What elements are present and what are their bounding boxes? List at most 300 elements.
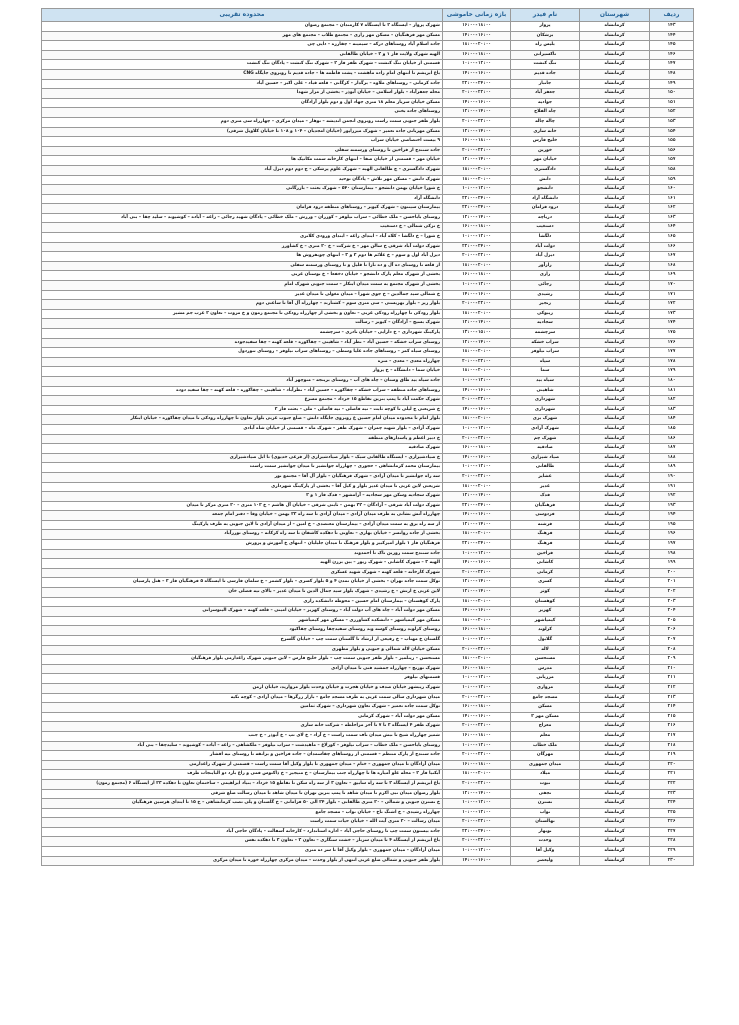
city-cell: کرمانشاه	[580, 357, 650, 367]
area-cell: جاده اسلام آباد روستاهای درکه – سیمینه – چقارزه – دایی چی	[42, 41, 443, 51]
city-cell: کرمانشاه	[580, 827, 650, 837]
row-number-cell: ۲۲۷	[650, 827, 694, 837]
city-cell: کرمانشاه	[580, 492, 650, 502]
row-number-cell: ۲۱۴	[650, 703, 694, 713]
outage-time-cell: ۱۰:۰۰-۱۲:۰۰	[443, 808, 511, 818]
feeder-name-cell: عشایر	[511, 472, 580, 482]
row-number-cell: ۲۱۳	[650, 693, 694, 703]
outage-time-cell: ۲۰:۰۰-۲۲:۰۰	[443, 357, 511, 367]
feeder-name-cell: تنگ کنشت	[511, 60, 580, 70]
outage-time-cell: ۲۰:۰۰-۲۲:۰۰	[443, 434, 511, 444]
feeder-name-cell: شاهینی	[511, 386, 580, 396]
feeder-name-cell: مسکن	[511, 703, 580, 713]
outage-time-cell: ۱۲:۰۰-۱۴:۰۰	[443, 108, 511, 118]
city-cell: کرمانشاه	[580, 89, 650, 99]
feeder-name-cell: فرهنگیان	[511, 501, 580, 511]
row-number-cell: ۱۶۲	[650, 204, 694, 214]
area-cell: باغ ابریشم تا انتهای امام زاده ماهشت – پشت فاطمه ها – جاده قدیم تا روبروی جایگاه CNG	[42, 69, 443, 79]
feeder-name-cell: شهرک بری	[511, 415, 580, 425]
area-cell: از سه راه برق به سمت میدان آزادی – بیمارستان معتضدی – خ امین – از میدان آزادی تا لاین جنوبی به طرف پارکینگ	[42, 520, 443, 530]
area-cell: شهرک صادقیه	[42, 444, 443, 454]
feeder-name-cell: زیبوکی	[511, 309, 580, 319]
feeder-name-cell: مسکن مهر ۲	[511, 712, 580, 722]
table-row	[42, 588, 694, 598]
row-number-cell: ۱۹۸	[650, 549, 694, 559]
area-cell: جاده کرمانی – روستاهای ملاوه – برگدار – کرگانی – قلعه قباد – علی اکبر – حسین آباد	[42, 79, 443, 89]
row-number-cell: ۱۷۱	[650, 290, 694, 300]
row-number-cell: ۱۹۱	[650, 482, 694, 492]
city-cell: کرمانشاه	[580, 818, 650, 828]
feeder-name-cell: دولت آباد	[511, 242, 580, 252]
city-cell: کرمانشاه	[580, 309, 650, 319]
city-cell: کرمانشاه	[580, 146, 650, 156]
table-row	[42, 856, 694, 866]
outage-time-cell: ۱۲:۰۰-۱۴:۰۰	[443, 492, 511, 502]
area-cell: میدان آزادگان – میدان جمهوری – بلوار وکیل آقا تا سر ده متری	[42, 847, 443, 857]
city-cell: کرمانشاه	[580, 674, 650, 684]
row-number-cell: ۱۸۸	[650, 453, 694, 463]
area-cell: شریعتی لاین غربی تا میدان غدیر بلوار و کیل آقا – بخشی از پارکینگ شهرداری	[42, 482, 443, 492]
city-cell: کرمانشاه	[580, 779, 650, 789]
area-cell: شهرک دانش – مسکن مهر تلاش – پادگان توحید	[42, 175, 443, 185]
city-cell: کرمانشاه	[580, 127, 650, 137]
row-number-cell: ۱۴۵	[650, 41, 694, 51]
city-cell: کرمانشاه	[580, 233, 650, 243]
outage-time-cell: ۱۰:۰۰-۱۲:۰۰	[443, 549, 511, 559]
city-cell: کرمانشاه	[580, 117, 650, 127]
table-row	[42, 424, 694, 434]
area-cell: مسکن مهربانی جاده تعمیر – شهرک میرزاپور (خیابان امجدیان – ۱۰۴ و ۱۰۸ تا خیابان کلاویل شرقی)	[42, 127, 443, 137]
row-number-cell: ۱۵۴	[650, 127, 694, 137]
feeder-name-cell: فرشته	[511, 520, 580, 530]
table-row	[42, 607, 694, 617]
feeder-name-cell: زنجیر	[511, 300, 580, 310]
feeder-name-cell: طالقانی	[511, 463, 580, 473]
area-cell: مسکن مهر فرهنگیان – مسکن مهر رازی – مجتمع طلاب – مجتمع های مهر	[42, 31, 443, 41]
outage-time-cell: ۲۰:۰۰-۲۲:۰۰	[443, 89, 511, 99]
outage-time-cell: ۲۲:۰۰-۲۴:۰۰	[443, 827, 511, 837]
row-number-cell: ۲۰۰	[650, 568, 694, 578]
feeder-name-cell: نواب	[511, 808, 580, 818]
area-cell: روستای باباحسن – ملک خطائی – سراب نیلوفر – کوزران – ورزش – ملک خطائی – پادگان شهید رجائی – زاغه – آباده – کوشیوند – سلید چقا – بنی آباد	[42, 213, 443, 223]
city-cell: کرمانشاه	[580, 856, 650, 866]
feeder-name-cell: جعفر آباد	[511, 89, 580, 99]
row-number-cell: ۱۸۳	[650, 405, 694, 415]
feeder-name-cell: چاه الفلاح	[511, 108, 580, 118]
area-cell: جاده سنندج از پارک منتظم – قسمتی از روستاهای چقاسمدان – جاده فراخین و برانقه تا روستای نیه اقشار	[42, 751, 443, 761]
table-row	[42, 290, 694, 300]
feeder-name-cell: سراب نیلوفر	[511, 348, 580, 358]
outage-time-cell: ۲۰:۰۰-۲۲:۰۰	[443, 117, 511, 127]
row-number-cell: ۱۶۹	[650, 271, 694, 281]
feeder-name-cell: مهرگان	[511, 751, 580, 761]
area-cell: خ نسترن جنوبی و شمالی – ۲۰ متری طالقانی – بلوار ۲۴ الی ۵۰ فرامانی – خ گلستان و پلی تصب کرمانشاهی – خ ۱۵ تا ابتدای هرسین فرهنگیان	[42, 799, 443, 809]
feeder-name-cell: مسجد جامع	[511, 693, 580, 703]
outage-time-cell: ۲۰:۰۰-۲۲:۰۰	[443, 300, 511, 310]
row-number-cell: ۱۹۹	[650, 559, 694, 569]
feeder-name-cell: کوهستان	[511, 597, 580, 607]
city-cell: کرمانشاه	[580, 79, 650, 89]
row-number-cell: ۱۶۰	[650, 185, 694, 195]
table-row	[42, 568, 694, 578]
outage-time-cell: ۱۶:۰۰-۱۸:۰۰	[443, 223, 511, 233]
outage-time-cell: ۱۲:۰۰-۱۴:۰۰	[443, 588, 511, 598]
outage-time-cell: ۱۲:۰۰-۱۴:۰۰	[443, 338, 511, 348]
outage-time-cell: ۲۰:۰۰-۲۲:۰۰	[443, 472, 511, 482]
outage-time-cell: ۲۲:۰۰-۲۴:۰۰	[443, 540, 511, 550]
outage-time-cell: ۱۰:۰۰-۱۲:۰۰	[443, 185, 511, 195]
feeder-name-cell: خانه سازی	[511, 127, 580, 137]
outage-time-cell: ۲۰:۰۰-۲۲:۰۰	[443, 693, 511, 703]
table-row	[42, 847, 694, 857]
city-cell: کرمانشاه	[580, 396, 650, 406]
row-number-cell: ۱۴۴	[650, 31, 694, 41]
city-cell: کرمانشاه	[580, 808, 650, 818]
feeder-name-cell: کرلوند	[511, 626, 580, 636]
outage-time-cell: ۱۸:۰۰-۲۰:۰۰	[443, 415, 511, 425]
outage-time-cell: ۲۲:۰۰-۲۴:۰۰	[443, 242, 511, 252]
area-cell: توکل سمت جاده تهران – بخشی از خیابان تمدن ۴ و ۵ بلوار کسری – بلوار کشمر – خ سلمان فارسی تا ایستگاه ۵ فرهنگیان فاز ۲ – هتل پارسیان	[42, 578, 443, 588]
feeder-name-cell: نهالستان	[511, 818, 580, 828]
table-row	[42, 165, 694, 175]
city-cell: کرمانشاه	[580, 731, 650, 741]
outage-time-cell: ۱۰:۰۰-۱۲:۰۰	[443, 674, 511, 684]
table-row	[42, 722, 694, 732]
outage-time-cell: ۲۲:۰۰-۲۴:۰۰	[443, 79, 511, 89]
row-number-cell: ۲۲۴	[650, 799, 694, 809]
outage-time-cell: ۱۴:۰۰-۱۶:۰۰	[443, 607, 511, 617]
city-cell: کرمانشاه	[580, 98, 650, 108]
row-number-cell: ۲۲۰	[650, 760, 694, 770]
feeder-name-cell: جانباز	[511, 79, 580, 89]
area-cell: بخشی از جاده روانسر – خیابان بهاری – تعاونی تا دهکده کاشفان تا سه راه کرکانه – روستای تورزآباد	[42, 530, 443, 540]
table-row	[42, 540, 694, 550]
row-number-cell: ۱۴۹	[650, 79, 694, 89]
table-row	[42, 50, 694, 60]
table-row	[42, 396, 694, 406]
feeder-name-cell: دستغیب	[511, 223, 580, 233]
city-cell: کرمانشاه	[580, 376, 650, 386]
table-row	[42, 117, 694, 127]
table-row	[42, 79, 694, 89]
area-cell: روستای کرلوند روستای کوسه وند روستای سفیدچقا روستای چقاکبود	[42, 626, 443, 636]
city-cell: کرمانشاه	[580, 348, 650, 358]
area-cell: از قلعه تا روستای ده آل و ده نازا تا قلیل و تا روستای ورسمته سفلی	[42, 261, 443, 271]
outage-time-cell: ۱۰:۰۰-۱۲:۰۰	[443, 281, 511, 291]
area-cell: شمیر چهارراه شیخ تا نبش میدان ناف سمت راست – خ آزاد – خ لای تپ – خ آبوذر – خ جنب	[42, 731, 443, 741]
area-cell: مسکن مهر دولت آباد – چاه های آب دولت آباد – روستای کهریز – خیابان امینی – قلعه کهنه – شهرک الیتوسرانی	[42, 607, 443, 617]
city-cell: کرمانشاه	[580, 693, 650, 703]
city-cell: کرمانشاه	[580, 213, 650, 223]
city-cell: کرمانشاه	[580, 194, 650, 204]
row-number-cell: ۱۹۶	[650, 530, 694, 540]
row-number-cell: ۱۷۵	[650, 329, 694, 339]
row-number-cell: ۱۸۶	[650, 434, 694, 444]
city-cell: کرمانشاه	[580, 242, 650, 252]
feeder-name-cell: نبوت	[511, 779, 580, 789]
feeder-name-cell: گلابول	[511, 636, 580, 646]
feeder-name-cell: کهریز	[511, 607, 580, 617]
city-cell: کرمانشاه	[580, 175, 650, 185]
row-number-cell: ۱۵۰	[650, 89, 694, 99]
table-row	[42, 712, 694, 722]
city-cell: کرمانشاه	[580, 549, 650, 559]
outage-time-cell: ۲۰:۰۰-۲۲:۰۰	[443, 779, 511, 789]
area-cell: خ صیادشیرازی – ایستگاه طالقانی سبک – بلوار صیادشیرازی (از فرعی خدیوی) تا ابل صیادشیرازی	[42, 453, 443, 463]
table-row	[42, 664, 694, 674]
area-cell: خ ترکی شمالی – خ دستغیب	[42, 223, 443, 233]
outage-time-cell: ۱۴:۰۰-۱۶:۰۰	[443, 98, 511, 108]
row-number-cell: ۱۶۴	[650, 223, 694, 233]
table-row	[42, 799, 694, 809]
city-cell: کرمانشاه	[580, 799, 650, 809]
area-cell: شهرک دادگستری – ج طالقانی الهیه – شهرک علوم پزشکی – ج دوم دوم دیزل آباد	[42, 165, 443, 175]
table-row	[42, 511, 694, 521]
area-cell: جاده سنندج از فراخین تا روستای ورسمته سفلی	[42, 146, 443, 156]
table-row	[42, 683, 694, 693]
area-cell: لاین غربی خ ارتش – خ رشیدی – شهرک بلوار سید جمال الدین تا میدان غدیر – بالای تیه فضلی خان	[42, 588, 443, 598]
row-number-cell: ۱۵۷	[650, 156, 694, 166]
feeder-name-cell: دیزل آباد	[511, 252, 580, 262]
city-cell: کرمانشاه	[580, 271, 650, 281]
table-row	[42, 213, 694, 223]
city-cell: کرمانشاه	[580, 655, 650, 665]
area-cell: سه راه جوانشیر تا میدان آزادی – شهرک فرهنگیان – بلوار آل آقا – مجتمع نور	[42, 472, 443, 482]
row-number-cell: ۲۱۹	[650, 751, 694, 761]
outage-time-cell: ۱۸:۰۰-۲۰:۰۰	[443, 367, 511, 377]
row-number-cell: ۱۸۵	[650, 424, 694, 434]
table-row	[42, 655, 694, 665]
outage-time-cell: ۱۶:۰۰-۱۸:۰۰	[443, 22, 511, 32]
table-row	[42, 520, 694, 530]
area-cell: جاده سیاه بید طاق وستان – چاه های آب – روستای برینجه – منوچهر آباد	[42, 376, 443, 386]
row-number-cell: ۱۶۳	[650, 213, 694, 223]
row-number-cell: ۱۹۰	[650, 472, 694, 482]
table-row	[42, 252, 694, 262]
city-cell: کرمانشاه	[580, 722, 650, 732]
area-cell: پارک کوهستان – بیمارستان امام حسین – محوطه دانشکده رازی	[42, 597, 443, 607]
area-cell: الهیه شهرک ولایت فاز ۱ و ۲ – خیابان طالقانی	[42, 50, 443, 60]
feeder-name-cell: فدک	[511, 492, 580, 502]
row-number-cell: ۲۲۵	[650, 808, 694, 818]
city-cell: کرمانشاه	[580, 22, 650, 32]
city-cell: کرمانشاه	[580, 511, 650, 521]
city-cell: کرمانشاه	[580, 108, 650, 118]
row-number-cell: ۱۴۶	[650, 50, 694, 60]
row-number-cell: ۲۲۹	[650, 847, 694, 857]
city-cell: کرمانشاه	[580, 444, 650, 454]
row-number-cell: ۱۵۱	[650, 98, 694, 108]
table-body	[42, 22, 694, 866]
outage-time-cell: ۱۴:۰۰-۱۶:۰۰	[443, 69, 511, 79]
feeder-name-cell: خورین	[511, 146, 580, 156]
row-number-cell: ۲۱۲	[650, 683, 694, 693]
area-cell: مسکن خیابان لاله شمالی و جنوبی و بلوار مطهری	[42, 645, 443, 655]
header-outage-time: بازه زمانی خاموشی	[443, 9, 511, 22]
area-cell: مسکن خیابان سرباز معلم ۱۸ متری جهاد اول و دوم بلوار آزادگان	[42, 98, 443, 108]
outage-time-cell: ۱۰:۰۰-۱۲:۰۰	[443, 847, 511, 857]
city-cell: کرمانشاه	[580, 520, 650, 530]
city-cell: کرمانشاه	[580, 463, 650, 473]
header-area: محدوده تقریبی	[42, 9, 443, 22]
row-number-cell: ۱۷۶	[650, 338, 694, 348]
table-row	[42, 242, 694, 252]
outage-time-cell: ۱۸:۰۰-۲۰:۰۰	[443, 165, 511, 175]
city-cell: کرمانشاه	[580, 664, 650, 674]
area-cell: گلستان خ مهتاب – خ رفیعی از ارشاد تا گلستان سمت چپ – خیابان گلسرخ	[42, 636, 443, 646]
area-cell: دانشگاه آزاد	[42, 194, 443, 204]
area-cell: باغ ابریشم از ایستگاه ۴ تا میدان سرباز – خشت سنگاری – تعاون ۳ – تعاون ۲ تا دهکده نفس	[42, 837, 443, 847]
outage-time-cell: ۱۸:۰۰-۲۰:۰۰	[443, 309, 511, 319]
feeder-name-cell: سرچشمه	[511, 329, 580, 339]
row-number-cell: ۱۶۸	[650, 261, 694, 271]
feeder-name-cell: وکیل آقا	[511, 847, 580, 857]
area-cell: بلوار امام تا محدوده میدان امام حسین ع روبروی جایگاه دانش – ضلع جنوب غربی بلوار تعاون تا چهارراه رودکی تا میدان چقاکوره – خیابان ابتکار	[42, 415, 443, 425]
row-number-cell: ۲۲۳	[650, 789, 694, 799]
feeder-name-cell: رازی	[511, 271, 580, 281]
area-cell: خ دبیر اعظم و پاسدارهای منطقه	[42, 434, 443, 444]
outage-time-cell: ۱۸:۰۰-۲۰:۰۰	[443, 482, 511, 492]
city-cell: کرمانشاه	[580, 329, 650, 339]
feeder-name-cell: غدیر	[511, 482, 580, 492]
city-cell: کرمانشاه	[580, 281, 650, 291]
table-row	[42, 60, 694, 70]
area-cell: شهرک توزنج – چهارراه جمشید فنی تا میدان آزادی	[42, 664, 443, 674]
city-cell: کرمانشاه	[580, 645, 650, 655]
row-number-cell: ۱۹۳	[650, 501, 694, 511]
feeder-name-cell: کیمیاشهر	[511, 616, 580, 626]
area-cell: خیابان سما – دانشگاه – خ پرواز	[42, 367, 443, 377]
table-row	[42, 530, 694, 540]
outage-time-cell: ۱۴:۰۰-۱۶:۰۰	[443, 386, 511, 396]
area-cell: شهرک دولت آباد شرقی خ سالن مهر – خ شرکت – خ ۲۰ متری – خ کشاورز	[42, 242, 443, 252]
area-cell: بلوار ظفر جنوبی سمت راست روبروی انجمن اندیشه – توهار – میدان مرکزی – چهارراه سی متری دوم	[42, 117, 443, 127]
row-number-cell: ۲۰۹	[650, 655, 694, 665]
table-row	[42, 415, 694, 425]
feeder-name-cell: دلگشا	[511, 233, 580, 243]
table-row	[42, 329, 694, 339]
table-row	[42, 434, 694, 444]
feeder-name-cell: سما	[511, 367, 580, 377]
row-number-cell: ۱۴۳	[650, 22, 694, 32]
city-cell: کرمانشاه	[580, 300, 650, 310]
feeder-name-cell: سراب خشکه	[511, 338, 580, 348]
outage-time-cell: ۱۶:۰۰-۱۸:۰۰	[443, 271, 511, 281]
outage-time-cell: ۱۸:۰۰-۲۰:۰۰	[443, 770, 511, 780]
row-number-cell: ۱۷۸	[650, 357, 694, 367]
feeder-name-cell: فردوسی	[511, 511, 580, 521]
table-row	[42, 185, 694, 195]
table-row	[42, 89, 694, 99]
area-cell: شهرک آزادی – بلوار شهید چمران – شهرک ظفر – شهرک ماه – قسمتی از خیابان شاه آبادی	[42, 424, 443, 434]
outage-schedule-table	[41, 8, 694, 866]
header-city: شهرستان	[580, 9, 650, 22]
feeder-name-cell: جاده قدیم	[511, 69, 580, 79]
outage-time-cell: ۱۸:۰۰-۲۰:۰۰	[443, 348, 511, 358]
table-row	[42, 501, 694, 511]
area-cell: قسمتهای نیلوفر	[42, 674, 443, 684]
area-cell: قسمتی از خیابان تنگ کنشت – شهرک ظفر فاز ۲ – شهرک تنگ کنشت – پادگان تنگ کنشت	[42, 60, 443, 70]
outage-time-cell: ۱۸:۰۰-۲۰:۰۰	[443, 616, 511, 626]
feeder-name-cell: ولیعصر	[511, 856, 580, 866]
feeder-name-cell: درود فرامان	[511, 204, 580, 214]
row-number-cell: ۱۹۷	[650, 540, 694, 550]
outage-time-cell: ۱۴:۰۰-۱۶:۰۰	[443, 31, 511, 41]
outage-time-cell: ۱۰:۰۰-۱۲:۰۰	[443, 741, 511, 751]
outage-time-cell: ۱۰:۰۰-۱۲:۰۰	[443, 60, 511, 70]
city-cell: کرمانشاه	[580, 703, 650, 713]
feeder-name-cell: وحدت	[511, 837, 580, 847]
city-cell: کرمانشاه	[580, 60, 650, 70]
city-cell: کرمانشاه	[580, 578, 650, 588]
row-number-cell: ۱۹۵	[650, 520, 694, 530]
outage-time-cell: ۲۰:۰۰-۲۲:۰۰	[443, 252, 511, 262]
feeder-name-cell: سپاه	[511, 357, 580, 367]
area-cell: بلوار رضوان میدان نبی اکرم تا میدان شاهد تا پمپ بنزین تهران تا میدان شاهد تا میدان رسالت ضلع شرقی	[42, 789, 443, 799]
outage-time-cell: ۱۴:۰۰-۱۶:۰۰	[443, 559, 511, 569]
city-cell: کرمانشاه	[580, 252, 650, 262]
row-number-cell: ۱۷۹	[650, 367, 694, 377]
feeder-name-cell: فرهنگ	[511, 540, 580, 550]
area-cell: آبکنیا فاز ۲ – محله علو آمیاره ها تا چهارراه جنب بیمارستان – خ منیجیر – خ ذاکتوس فمی و زاغ بارد دو الباینجات طرف	[42, 770, 443, 780]
table-row	[42, 271, 694, 281]
outage-time-cell: ۱۲:۰۰-۱۴:۰۰	[443, 156, 511, 166]
city-cell: کرمانشاه	[580, 415, 650, 425]
row-number-cell: ۲۱۷	[650, 731, 694, 741]
table-row	[42, 674, 694, 684]
feeder-name-cell: لاله	[511, 645, 580, 655]
feeder-name-cell: جوادیه	[511, 98, 580, 108]
outage-time-cell: ۲۰:۰۰-۲۲:۰۰	[443, 568, 511, 578]
row-number-cell: ۱۹۴	[650, 511, 694, 521]
header-feeder-name: نام فیدر	[511, 9, 580, 22]
area-cell: چهارراه معدی – معدی – منزه	[42, 357, 443, 367]
area-cell: میدان رسالت – ۲۰ متری آیت الله – خیابان حیات سمت راست	[42, 818, 443, 828]
row-number-cell: ۲۰۶	[650, 626, 694, 636]
outage-time-cell: ۱۳:۰۰-۱۵:۰۰	[443, 329, 511, 339]
table-row	[42, 98, 694, 108]
table-row	[42, 463, 694, 473]
feeder-name-cell: خیابان مهر	[511, 156, 580, 166]
row-number-cell: ۱۷۳	[650, 309, 694, 319]
row-number-cell: ۲۰۲	[650, 588, 694, 598]
city-cell: کرمانشاه	[580, 540, 650, 550]
row-number-cell: ۱۸۱	[650, 386, 694, 396]
table-row	[42, 233, 694, 243]
row-number-cell: ۱۷۰	[650, 281, 694, 291]
city-cell: کرمانشاه	[580, 185, 650, 195]
area-cell: بخشی از شهرک معلم پارک دانشجو – خیابان دخفعا – خ بوستان غربی	[42, 271, 443, 281]
city-cell: کرمانشاه	[580, 760, 650, 770]
table-row	[42, 645, 694, 655]
city-cell: کرمانشاه	[580, 837, 650, 847]
feeder-name-cell: فرهنگ	[511, 530, 580, 540]
area-cell: مسکن مهر دولت آباد – شهرک کرمانی	[42, 712, 443, 722]
row-number-cell: ۱۸۲	[650, 396, 694, 406]
area-cell: شهرک کارخانه – قلعه کهنه – شهرک شهید عسکری	[42, 568, 443, 578]
area-cell: شهرک پرواز – ایستگاه ۲ تا ایستگاه ۷ کارمندان – مجتمع رضوان	[42, 22, 443, 32]
feeder-name-cell: صادقیه	[511, 444, 580, 454]
city-cell: کرمانشاه	[580, 424, 650, 434]
area-cell: بخشی از شهرک مجتمع به سمت میدان ابتکار – سمت جنوبی شهرک امام	[42, 281, 443, 291]
city-cell: کرمانشاه	[580, 453, 650, 463]
table-row	[42, 127, 694, 137]
city-cell: کرمانشاه	[580, 501, 650, 511]
area-cell: بلوار ظفر جنوبی و شمالی ضلع غربی انتهی از بلوار وحدت – میدان مرکزی چهارراه خوره تا میدان مرکزی	[42, 856, 443, 866]
table-row	[42, 703, 694, 713]
row-number-cell: ۱۸۹	[650, 463, 694, 473]
row-number-cell: ۲۲۲	[650, 779, 694, 789]
